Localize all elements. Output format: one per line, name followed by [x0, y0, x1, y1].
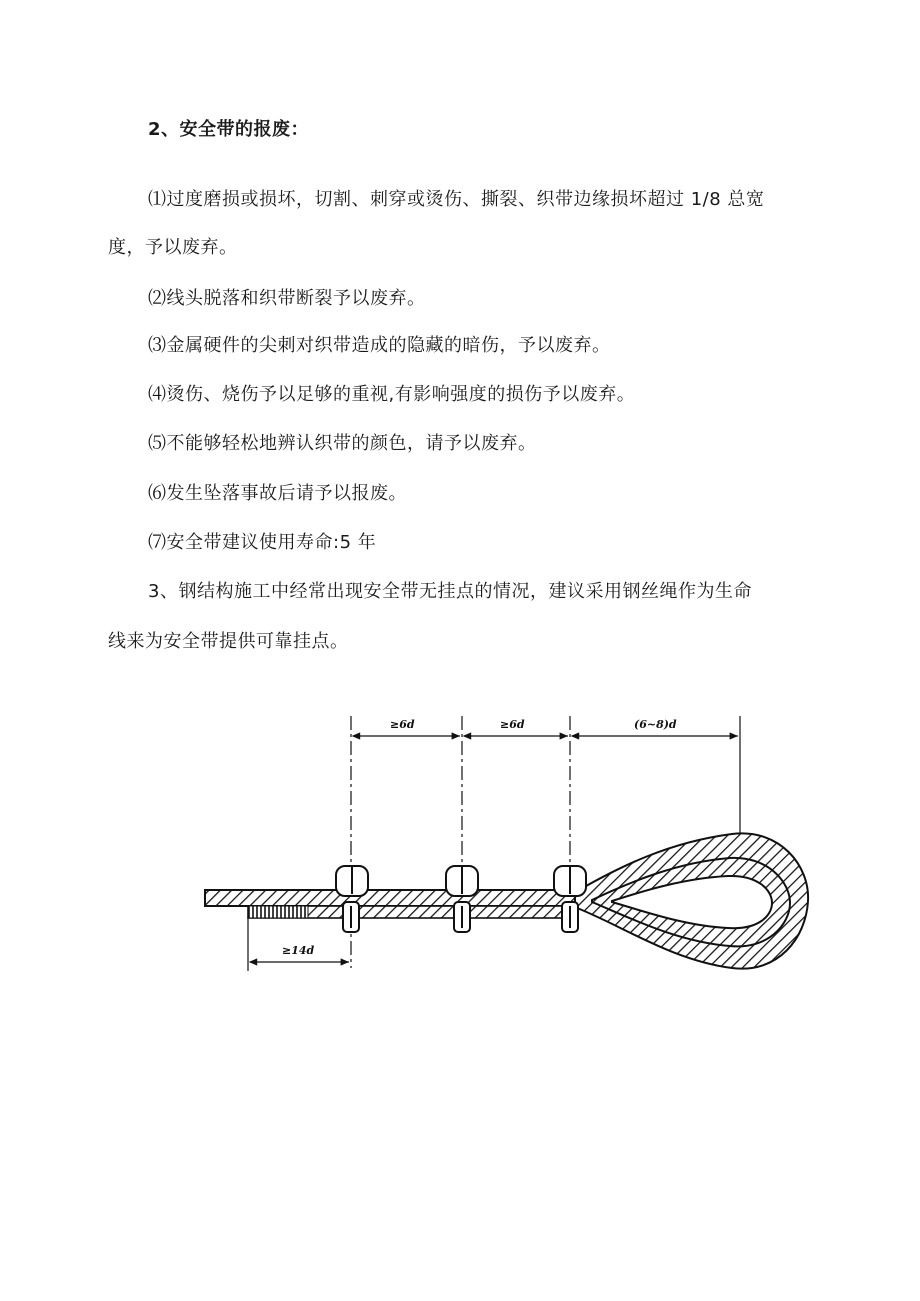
rope-loop [572, 833, 808, 968]
dim-label-1: ≥6d [390, 718, 415, 731]
item-4: ⑷烫伤、烧伤予以足够的重视,有影响强度的损伤予以废弃。 [148, 384, 636, 405]
item-7: ⑺安全带建议使用寿命:5 年 [148, 532, 377, 553]
item-6: ⑹发生坠落事故后请予以报废。 [148, 483, 407, 504]
wire-rope-clip-diagram [200, 706, 815, 978]
section-2-heading: 2、安全带的报废： [148, 119, 310, 140]
item-1-line-2: 度，予以废弃。 [108, 237, 238, 258]
item-1-line-1: ⑴过度磨损或损坏，切割、刺穿或烫伤、撕裂、织带边缘损坏超过 1/8 总宽 [148, 189, 765, 210]
main-rope [205, 890, 575, 906]
dim-label-4: ≥14d [282, 944, 315, 957]
item-3: ⑶金属硬件的尖刺对织带造成的隐藏的暗伤，予以废弃。 [148, 335, 611, 356]
item-2: ⑵线头脱落和织带断裂予以废弃。 [148, 288, 426, 309]
dim-label-2: ≥6d [500, 718, 525, 731]
section-3-line-2: 线来为安全带提供可靠挂点。 [108, 631, 349, 652]
item-5: ⑸不能够轻松地辨认织带的颜色，请予以废弃。 [148, 433, 537, 454]
dim-label-3: (6~8)d [634, 718, 677, 731]
section-3-line-1: 3、钢结构施工中经常出现安全带无挂点的情况，建议采用钢丝绳作为生命 [148, 581, 752, 602]
rope-end [248, 906, 308, 918]
